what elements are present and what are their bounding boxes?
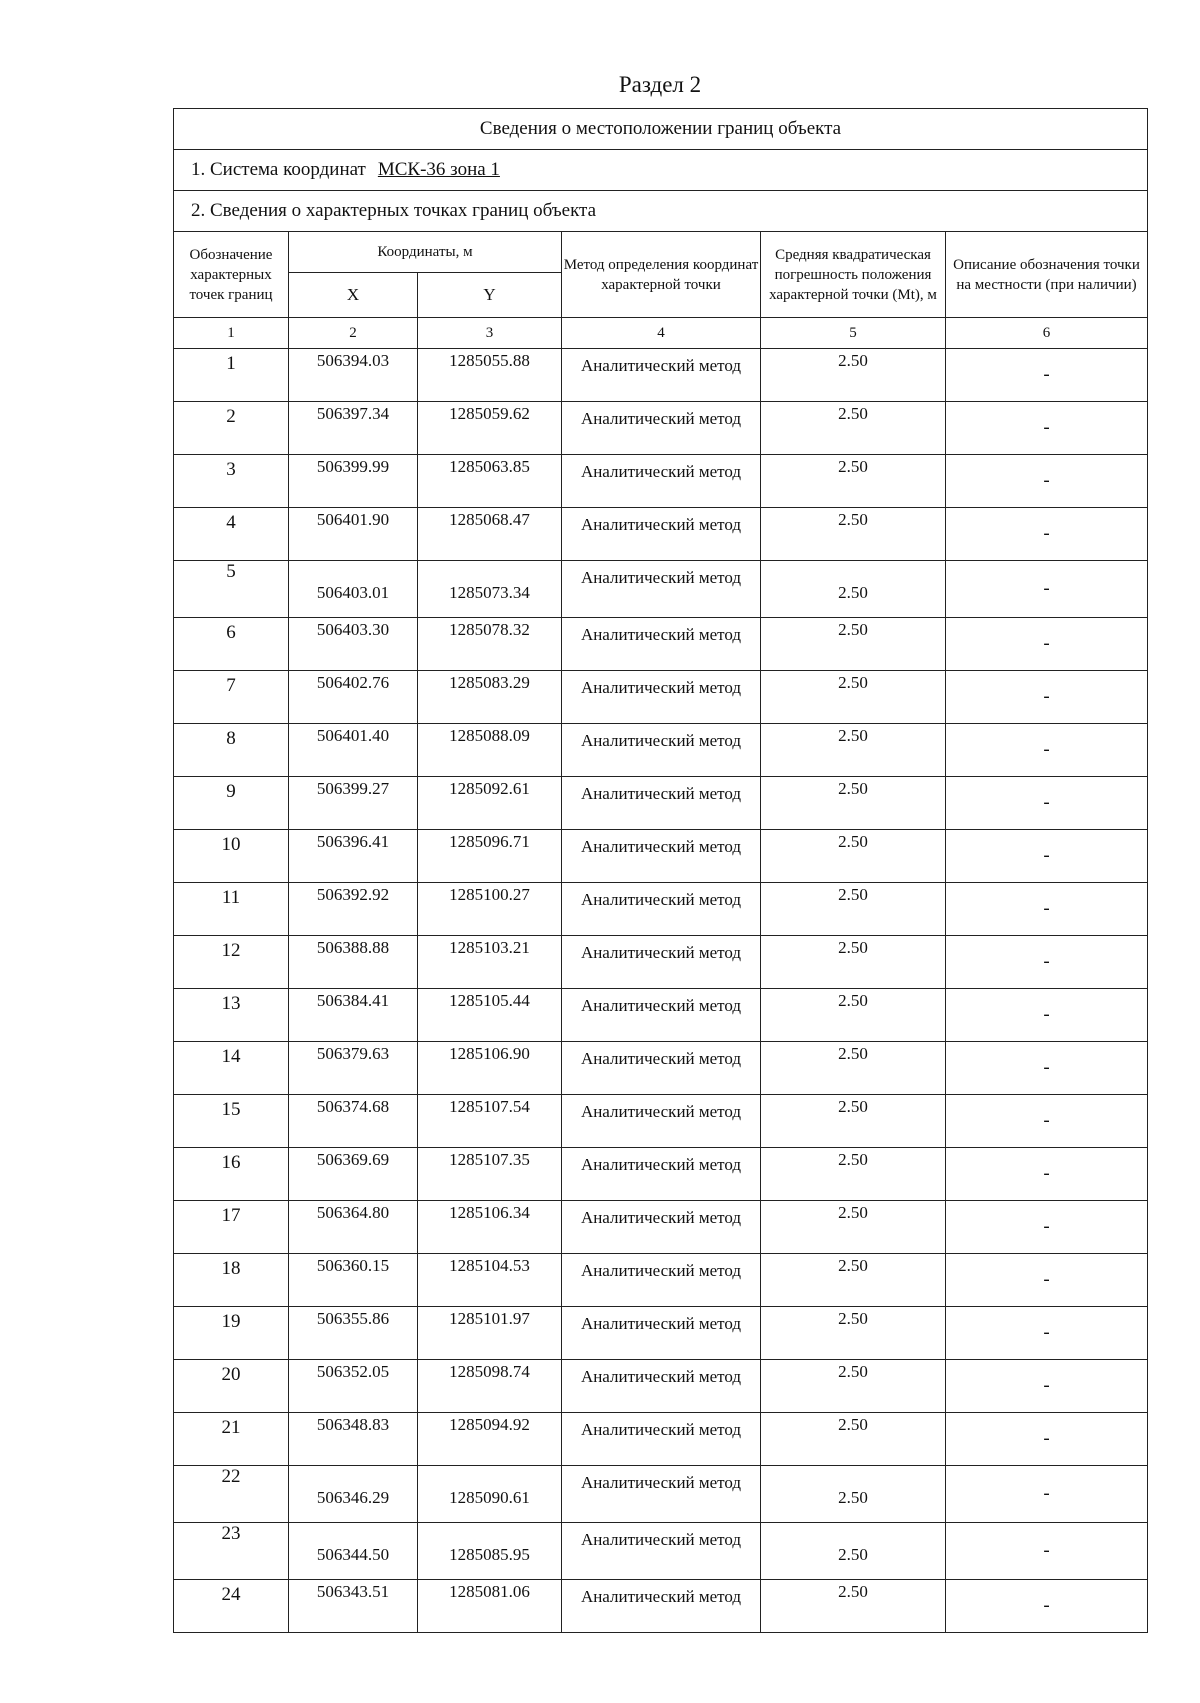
column-number: 4: [562, 318, 761, 349]
method: Аналитический метод: [562, 1201, 761, 1254]
point-id: 22: [174, 1466, 289, 1523]
table-row: [174, 618, 1148, 671]
coord-x: 506369.69: [289, 1148, 418, 1201]
method: Аналитический метод: [562, 1042, 761, 1095]
error-value: 2.50: [761, 349, 946, 402]
coord-y: 1285100.27: [418, 883, 562, 936]
coord-y: 1285073.34: [418, 561, 562, 618]
description: -: [946, 830, 1148, 883]
point-id: 20: [174, 1360, 289, 1413]
coord-x: 506348.83: [289, 1413, 418, 1466]
coord-x: 506399.99: [289, 455, 418, 508]
method: Аналитический метод: [562, 1360, 761, 1413]
coord-y: 1285101.97: [418, 1307, 562, 1360]
method: Аналитический метод: [562, 989, 761, 1042]
point-id: 3: [174, 455, 289, 508]
coord-x: 506399.27: [289, 777, 418, 830]
method: Аналитический метод: [562, 402, 761, 455]
description: -: [946, 777, 1148, 830]
table-row: [174, 724, 1148, 777]
table-row: [174, 671, 1148, 724]
point-id: 7: [174, 671, 289, 724]
description: -: [946, 1580, 1148, 1633]
header-designation: Обозначение характерных точек границ: [174, 232, 289, 318]
description: -: [946, 1360, 1148, 1413]
table-row: [174, 455, 1148, 508]
description: -: [946, 618, 1148, 671]
coord-x: 506379.63: [289, 1042, 418, 1095]
table-row: [174, 1307, 1148, 1360]
error-value: 2.50: [761, 1580, 946, 1633]
description: -: [946, 1523, 1148, 1580]
table-title-row: [174, 109, 1148, 150]
point-id: 15: [174, 1095, 289, 1148]
points-title-row: [174, 191, 1148, 232]
coord-y: 1285098.74: [418, 1360, 562, 1413]
column-number: 3: [418, 318, 562, 349]
description: -: [946, 1307, 1148, 1360]
point-id: 5: [174, 561, 289, 618]
coord-y: 1285103.21: [418, 936, 562, 989]
table-row: [174, 883, 1148, 936]
error-value: 2.50: [761, 561, 946, 618]
column-number: 5: [761, 318, 946, 349]
error-value: 2.50: [761, 883, 946, 936]
table-row: [174, 777, 1148, 830]
coord-x: 506402.76: [289, 671, 418, 724]
error-value: 2.50: [761, 402, 946, 455]
method: Аналитический метод: [562, 1148, 761, 1201]
header-description: Описание обозначения точки на местности (при наличии): [946, 232, 1148, 318]
description: -: [946, 989, 1148, 1042]
error-value: 2.50: [761, 1254, 946, 1307]
header-method: Метод определения координат характерной точки: [562, 232, 761, 318]
error-value: 2.50: [761, 1201, 946, 1254]
method: Аналитический метод: [562, 508, 761, 561]
table-row: [174, 1148, 1148, 1201]
points-title: 2. Сведения о характерных точках границ объекта: [174, 191, 1148, 232]
description: -: [946, 455, 1148, 508]
method: Аналитический метод: [562, 1580, 761, 1633]
coord-x: 506355.86: [289, 1307, 418, 1360]
coord-y: 1285083.29: [418, 671, 562, 724]
coord-y: 1285107.54: [418, 1095, 562, 1148]
table-row: [174, 1580, 1148, 1633]
coord-x: 506352.05: [289, 1360, 418, 1413]
error-value: 2.50: [761, 777, 946, 830]
coord-y: 1285105.44: [418, 989, 562, 1042]
description: -: [946, 1466, 1148, 1523]
description: -: [946, 349, 1148, 402]
error-value: 2.50: [761, 618, 946, 671]
method: Аналитический метод: [562, 671, 761, 724]
column-number-row: [174, 318, 1148, 349]
column-number: 6: [946, 318, 1148, 349]
coord-y: 1285106.34: [418, 1201, 562, 1254]
method: Аналитический метод: [562, 724, 761, 777]
method: Аналитический метод: [562, 1466, 761, 1523]
error-value: 2.50: [761, 1413, 946, 1466]
description: -: [946, 1148, 1148, 1201]
method: Аналитический метод: [562, 349, 761, 402]
table-row: [174, 1095, 1148, 1148]
point-id: 18: [174, 1254, 289, 1307]
error-value: 2.50: [761, 1360, 946, 1413]
method: Аналитический метод: [562, 1523, 761, 1580]
coordinate-system-label: 1. Система координат: [191, 159, 366, 180]
table-row: [174, 561, 1148, 618]
coord-x: 506394.03: [289, 349, 418, 402]
method: Аналитический метод: [562, 1413, 761, 1466]
coord-x: 506343.51: [289, 1580, 418, 1633]
description: -: [946, 508, 1148, 561]
error-value: 2.50: [761, 1042, 946, 1095]
description: -: [946, 1095, 1148, 1148]
method: Аналитический метод: [562, 777, 761, 830]
method: Аналитический метод: [562, 618, 761, 671]
table-row: [174, 1360, 1148, 1413]
coord-y: 1285104.53: [418, 1254, 562, 1307]
method: Аналитический метод: [562, 883, 761, 936]
point-id: 21: [174, 1413, 289, 1466]
method: Аналитический метод: [562, 1307, 761, 1360]
table-row: [174, 508, 1148, 561]
point-id: 8: [174, 724, 289, 777]
coord-x: 506344.50: [289, 1523, 418, 1580]
description: -: [946, 724, 1148, 777]
point-id: 12: [174, 936, 289, 989]
table-row: [174, 1413, 1148, 1466]
point-id: 23: [174, 1523, 289, 1580]
error-value: 2.50: [761, 671, 946, 724]
coord-y: 1285106.90: [418, 1042, 562, 1095]
coord-x: 506374.68: [289, 1095, 418, 1148]
column-number: 2: [289, 318, 418, 349]
table-row: [174, 1254, 1148, 1307]
table-row: [174, 989, 1148, 1042]
description: -: [946, 561, 1148, 618]
coord-y: 1285078.32: [418, 618, 562, 671]
method: Аналитический метод: [562, 1254, 761, 1307]
coord-y: 1285090.61: [418, 1466, 562, 1523]
coordinate-system-row: [174, 150, 1148, 191]
description: -: [946, 1413, 1148, 1466]
error-value: 2.50: [761, 936, 946, 989]
coord-x: 506384.41: [289, 989, 418, 1042]
method: Аналитический метод: [562, 1095, 761, 1148]
point-id: 17: [174, 1201, 289, 1254]
coordinate-system-value: МСК-36 зона 1: [377, 159, 500, 180]
coord-y: 1285085.95: [418, 1523, 562, 1580]
point-id: 14: [174, 1042, 289, 1095]
coord-x: 506401.90: [289, 508, 418, 561]
method: Аналитический метод: [562, 455, 761, 508]
coord-x: 506364.80: [289, 1201, 418, 1254]
method: Аналитический метод: [562, 830, 761, 883]
point-id: 2: [174, 402, 289, 455]
table-row: [174, 1042, 1148, 1095]
table-row: [174, 1523, 1148, 1580]
header-y: Y: [418, 273, 562, 318]
header-x: X: [289, 273, 418, 318]
description: -: [946, 402, 1148, 455]
error-value: 2.50: [761, 455, 946, 508]
table-row: [174, 830, 1148, 883]
description: -: [946, 883, 1148, 936]
coord-x: 506401.40: [289, 724, 418, 777]
section-title: Раздел 2: [618, 72, 702, 97]
coord-x: 506392.92: [289, 883, 418, 936]
coord-x: 506360.15: [289, 1254, 418, 1307]
coord-y: 1285055.88: [418, 349, 562, 402]
coord-y: 1285107.35: [418, 1148, 562, 1201]
header-error: Средняя квадратическая погрешность положения характерной точки (Mt), м: [761, 232, 946, 318]
coord-y: 1285088.09: [418, 724, 562, 777]
coord-x: 506403.30: [289, 618, 418, 671]
coord-x: 506388.88: [289, 936, 418, 989]
table-row: [174, 1466, 1148, 1523]
point-id: 24: [174, 1580, 289, 1633]
table-body: [174, 109, 1148, 1633]
error-value: 2.50: [761, 1466, 946, 1523]
point-id: 10: [174, 830, 289, 883]
header-row: [174, 232, 1148, 273]
error-value: 2.50: [761, 989, 946, 1042]
coord-x: 506403.01: [289, 561, 418, 618]
coord-y: 1285081.06: [418, 1580, 562, 1633]
description: -: [946, 1254, 1148, 1307]
coord-y: 1285068.47: [418, 508, 562, 561]
error-value: 2.50: [761, 508, 946, 561]
method: Аналитический метод: [562, 561, 761, 618]
description: -: [946, 671, 1148, 724]
error-value: 2.50: [761, 1095, 946, 1148]
table-row: [174, 349, 1148, 402]
point-id: 9: [174, 777, 289, 830]
coord-x: 506346.29: [289, 1466, 418, 1523]
column-number: 1: [174, 318, 289, 349]
description: -: [946, 936, 1148, 989]
description: -: [946, 1201, 1148, 1254]
coord-y: 1285094.92: [418, 1413, 562, 1466]
point-id: 13: [174, 989, 289, 1042]
error-value: 2.50: [761, 830, 946, 883]
boundary-points-table: [173, 108, 1148, 1633]
coord-x: 506397.34: [289, 402, 418, 455]
coord-y: 1285096.71: [418, 830, 562, 883]
error-value: 2.50: [761, 1307, 946, 1360]
description: -: [946, 1042, 1148, 1095]
error-value: 2.50: [761, 1148, 946, 1201]
table-title: Сведения о местоположении границ объекта: [174, 109, 1148, 150]
coord-x: 506396.41: [289, 830, 418, 883]
point-id: 16: [174, 1148, 289, 1201]
table-row: [174, 402, 1148, 455]
header-coordinates: Координаты, м: [289, 232, 562, 273]
method: Аналитический метод: [562, 936, 761, 989]
table-row: [174, 936, 1148, 989]
coord-y: 1285059.62: [418, 402, 562, 455]
point-id: 19: [174, 1307, 289, 1360]
coord-y: 1285092.61: [418, 777, 562, 830]
point-id: 6: [174, 618, 289, 671]
coord-y: 1285063.85: [418, 455, 562, 508]
error-value: 2.50: [761, 1523, 946, 1580]
point-id: 4: [174, 508, 289, 561]
point-id: 11: [174, 883, 289, 936]
error-value: 2.50: [761, 724, 946, 777]
point-id: 1: [174, 349, 289, 402]
table-row: [174, 1201, 1148, 1254]
